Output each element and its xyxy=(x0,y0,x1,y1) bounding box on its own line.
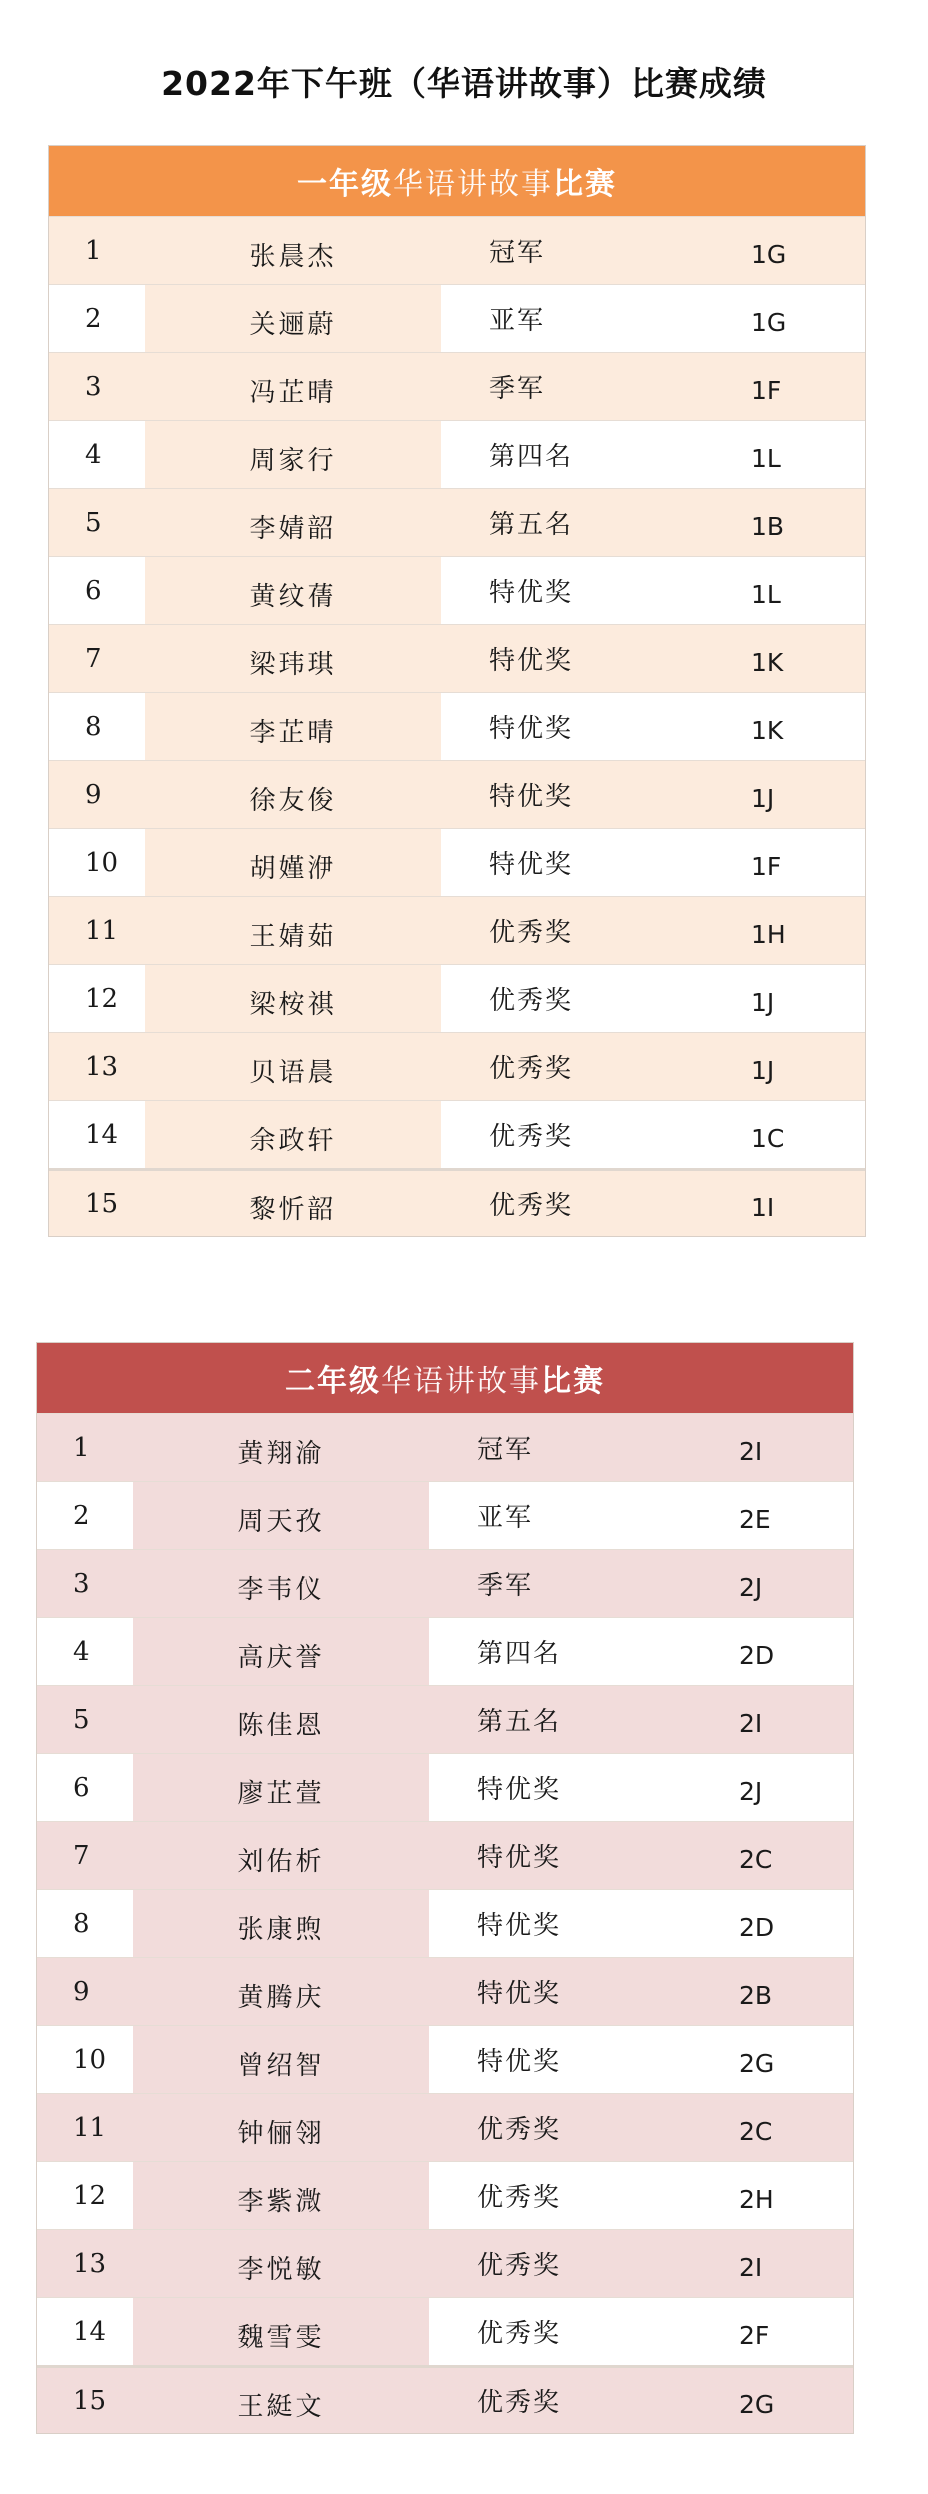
student-name: 余政轩 xyxy=(249,1126,337,1156)
name-cell xyxy=(133,1958,429,2025)
award-cell: 优秀奖 xyxy=(429,2298,673,2365)
student-name: 李悦敏 xyxy=(237,2255,325,2285)
rank-cell: 8 xyxy=(49,693,145,760)
name-cell xyxy=(133,1618,429,1685)
award-cell: 特优奖 xyxy=(441,557,685,624)
table-row xyxy=(49,624,865,692)
class-cell xyxy=(685,693,865,760)
class-code: 1G xyxy=(751,308,787,337)
award-cell: 亚军 xyxy=(429,1482,673,1549)
rank-cell: 5 xyxy=(49,489,145,556)
class-cell xyxy=(673,1958,853,2025)
class-cell xyxy=(685,557,865,624)
name-cell xyxy=(145,353,441,420)
student-name: 黄翔渝 xyxy=(237,1439,325,1469)
table-row xyxy=(37,1617,853,1685)
award-cell: 特优奖 xyxy=(429,2026,673,2093)
student-name: 李韦仪 xyxy=(237,1575,325,1605)
table-body xyxy=(37,1413,853,2433)
student-name: 冯芷晴 xyxy=(249,378,337,408)
student-name: 黎忻韶 xyxy=(249,1195,337,1225)
student-name: 李芷晴 xyxy=(249,718,337,748)
class-code: 1K xyxy=(751,716,784,745)
class-code: 1L xyxy=(751,444,781,473)
class-code: 1G xyxy=(751,240,787,269)
award-cell: 冠军 xyxy=(441,217,685,284)
class-cell xyxy=(673,1686,853,1753)
table-row xyxy=(37,1753,853,1821)
class-cell xyxy=(685,625,865,692)
grade-2-results-table xyxy=(36,1342,854,2434)
class-cell xyxy=(685,1101,865,1168)
class-cell xyxy=(673,1754,853,1821)
rank-cell: 12 xyxy=(37,2162,133,2229)
table-body xyxy=(49,216,865,1236)
class-code: 2E xyxy=(739,1505,771,1534)
student-name: 曾绍智 xyxy=(237,2051,325,2081)
award-cell: 亚军 xyxy=(441,285,685,352)
name-cell xyxy=(145,829,441,896)
student-name: 刘佑析 xyxy=(237,1847,325,1877)
table-row xyxy=(49,760,865,828)
table-row xyxy=(49,352,865,420)
name-cell xyxy=(145,1101,441,1168)
award-cell: 优秀奖 xyxy=(429,2230,673,2297)
student-name: 贝语晨 xyxy=(249,1058,337,1088)
table-row xyxy=(49,1168,865,1236)
student-name: 梁桉祺 xyxy=(249,990,337,1020)
award-cell: 优秀奖 xyxy=(441,897,685,964)
student-name: 魏雪雯 xyxy=(237,2323,325,2353)
table-row xyxy=(37,1549,853,1617)
class-cell xyxy=(685,829,865,896)
class-cell xyxy=(673,1822,853,1889)
student-name: 梁玮琪 xyxy=(249,650,337,680)
award-cell: 第四名 xyxy=(429,1618,673,1685)
class-cell xyxy=(673,2230,853,2297)
table-row xyxy=(37,2161,853,2229)
award-cell: 特优奖 xyxy=(441,625,685,692)
class-cell xyxy=(685,421,865,488)
rank-cell: 15 xyxy=(49,1171,145,1236)
header-event: 华语讲故事 xyxy=(393,167,553,202)
name-cell xyxy=(133,1890,429,1957)
award-cell: 季军 xyxy=(441,353,685,420)
class-cell xyxy=(673,2094,853,2161)
student-name: 钟俪翎 xyxy=(237,2119,325,2149)
class-cell xyxy=(685,1171,865,1236)
student-name: 黄纹蒨 xyxy=(249,582,337,612)
table-header xyxy=(49,146,865,216)
class-code: 1J xyxy=(751,784,775,813)
class-cell xyxy=(685,761,865,828)
award-cell: 特优奖 xyxy=(429,1890,673,1957)
class-cell xyxy=(673,1890,853,1957)
award-cell: 优秀奖 xyxy=(429,2094,673,2161)
table-row xyxy=(49,828,865,896)
rank-cell: 9 xyxy=(49,761,145,828)
rank-cell: 1 xyxy=(49,217,145,284)
table-row xyxy=(49,284,865,352)
class-cell xyxy=(685,217,865,284)
class-code: 2D xyxy=(739,1913,775,1942)
table-row xyxy=(37,2297,853,2365)
name-cell xyxy=(145,761,441,828)
page-title: 2022年下午班（华语讲故事）比赛成绩 xyxy=(161,64,767,103)
name-cell xyxy=(145,217,441,284)
rank-cell: 14 xyxy=(49,1101,145,1168)
header-grade: 一年级 xyxy=(297,167,393,202)
header-suffix: 比赛 xyxy=(553,167,617,202)
student-name: 张晨杰 xyxy=(249,242,337,272)
class-code: 2H xyxy=(739,2185,774,2214)
name-cell xyxy=(133,1686,429,1753)
table-row xyxy=(37,1821,853,1889)
student-name: 李婧韶 xyxy=(249,514,337,544)
table-row xyxy=(49,556,865,624)
name-cell xyxy=(145,693,441,760)
student-name: 廖芷萱 xyxy=(237,1779,325,1809)
class-cell xyxy=(685,285,865,352)
class-code: 2D xyxy=(739,1641,775,1670)
name-cell xyxy=(133,2094,429,2161)
name-cell xyxy=(133,2368,429,2433)
class-code: 1B xyxy=(751,512,785,541)
table-row xyxy=(37,2025,853,2093)
class-cell xyxy=(673,1618,853,1685)
name-cell xyxy=(145,625,441,692)
class-code: 2I xyxy=(739,2253,763,2282)
table-row xyxy=(37,1957,853,2025)
student-name: 徐友俊 xyxy=(249,786,337,816)
student-name: 周天孜 xyxy=(237,1507,325,1537)
rank-cell: 6 xyxy=(37,1754,133,1821)
student-name: 李紫溦 xyxy=(237,2187,325,2217)
student-name: 周家行 xyxy=(249,446,337,476)
table-row xyxy=(49,692,865,760)
student-name: 胡嫤洢 xyxy=(249,854,337,884)
rank-cell: 7 xyxy=(37,1822,133,1889)
table-row xyxy=(49,488,865,556)
class-cell xyxy=(685,965,865,1032)
name-cell xyxy=(145,557,441,624)
award-cell: 特优奖 xyxy=(441,829,685,896)
award-cell: 优秀奖 xyxy=(429,2162,673,2229)
class-code: 2C xyxy=(739,2117,773,2146)
name-cell xyxy=(145,1171,441,1236)
rank-cell: 4 xyxy=(37,1618,133,1685)
student-name: 高庆誉 xyxy=(237,1643,325,1673)
table-row xyxy=(49,896,865,964)
name-cell xyxy=(145,1033,441,1100)
name-cell xyxy=(133,1822,429,1889)
class-code: 2I xyxy=(739,1437,763,1466)
rank-cell: 5 xyxy=(37,1686,133,1753)
class-code: 1J xyxy=(751,1056,775,1085)
rank-cell: 7 xyxy=(49,625,145,692)
class-code: 2J xyxy=(739,1573,763,1602)
name-cell xyxy=(133,2230,429,2297)
header-grade: 二年级 xyxy=(285,1364,381,1399)
rank-cell: 10 xyxy=(37,2026,133,2093)
table-row xyxy=(49,1032,865,1100)
class-cell xyxy=(673,2368,853,2433)
class-code: 1C xyxy=(751,1124,785,1153)
student-name: 黄腾庆 xyxy=(237,1983,325,2013)
class-code: 2C xyxy=(739,1845,773,1874)
rank-cell: 13 xyxy=(49,1033,145,1100)
class-code: 1K xyxy=(751,648,784,677)
rank-cell: 8 xyxy=(37,1890,133,1957)
rank-cell: 3 xyxy=(37,1550,133,1617)
name-cell xyxy=(145,285,441,352)
table-header xyxy=(37,1343,853,1413)
student-name: 关逦蔚 xyxy=(249,310,337,340)
class-code: 1J xyxy=(751,988,775,1017)
class-cell xyxy=(685,489,865,556)
name-cell xyxy=(133,1482,429,1549)
award-cell: 第四名 xyxy=(441,421,685,488)
rank-cell: 14 xyxy=(37,2298,133,2365)
award-cell: 优秀奖 xyxy=(441,1171,685,1236)
grade-1-results-table xyxy=(48,145,866,1237)
class-cell xyxy=(673,2162,853,2229)
rank-cell: 15 xyxy=(37,2368,133,2433)
award-cell: 第五名 xyxy=(441,489,685,556)
class-code: 1L xyxy=(751,580,781,609)
class-cell xyxy=(685,897,865,964)
rank-cell: 4 xyxy=(49,421,145,488)
rank-cell: 13 xyxy=(37,2230,133,2297)
student-name: 王婧茹 xyxy=(249,922,337,952)
award-cell: 优秀奖 xyxy=(429,2368,673,2433)
header-suffix: 比赛 xyxy=(541,1364,605,1399)
award-cell: 优秀奖 xyxy=(441,1033,685,1100)
class-code: 2G xyxy=(739,2390,775,2419)
student-name: 张康煦 xyxy=(237,1915,325,1945)
name-cell xyxy=(145,489,441,556)
award-cell: 冠军 xyxy=(429,1414,673,1481)
rank-cell: 11 xyxy=(49,897,145,964)
student-name: 陈佳恩 xyxy=(237,1711,325,1741)
table-row xyxy=(37,1481,853,1549)
class-code: 2B xyxy=(739,1981,773,2010)
student-name: 王綎文 xyxy=(237,2392,325,2422)
class-code: 1F xyxy=(751,852,782,881)
class-code: 1H xyxy=(751,920,786,949)
name-cell xyxy=(133,2162,429,2229)
class-code: 2G xyxy=(739,2049,775,2078)
name-cell xyxy=(133,2298,429,2365)
table-row xyxy=(37,2229,853,2297)
class-code: 1I xyxy=(751,1193,775,1222)
class-cell xyxy=(673,1414,853,1481)
award-cell: 季军 xyxy=(429,1550,673,1617)
class-code: 2J xyxy=(739,1777,763,1806)
rank-cell: 3 xyxy=(49,353,145,420)
rank-cell: 6 xyxy=(49,557,145,624)
table-row xyxy=(37,1685,853,1753)
rank-cell: 1 xyxy=(37,1414,133,1481)
name-cell xyxy=(133,2026,429,2093)
table-row xyxy=(49,1100,865,1168)
award-cell: 特优奖 xyxy=(429,1754,673,1821)
table-row xyxy=(49,420,865,488)
class-cell xyxy=(673,2298,853,2365)
rank-cell: 2 xyxy=(49,285,145,352)
class-code: 2F xyxy=(739,2321,770,2350)
award-cell: 特优奖 xyxy=(429,1958,673,2025)
award-cell: 第五名 xyxy=(429,1686,673,1753)
rank-cell: 12 xyxy=(49,965,145,1032)
class-code: 2I xyxy=(739,1709,763,1738)
table-row xyxy=(37,1413,853,1481)
rank-cell: 2 xyxy=(37,1482,133,1549)
table-row xyxy=(49,964,865,1032)
name-cell xyxy=(133,1550,429,1617)
rank-cell: 11 xyxy=(37,2094,133,2161)
rank-cell: 9 xyxy=(37,1958,133,2025)
name-cell xyxy=(145,421,441,488)
award-cell: 特优奖 xyxy=(441,693,685,760)
award-cell: 优秀奖 xyxy=(441,965,685,1032)
class-cell xyxy=(673,1482,853,1549)
class-code: 1F xyxy=(751,376,782,405)
name-cell xyxy=(133,1754,429,1821)
name-cell xyxy=(145,897,441,964)
class-cell xyxy=(673,2026,853,2093)
name-cell xyxy=(133,1414,429,1481)
table-row xyxy=(37,2365,853,2433)
name-cell xyxy=(145,965,441,1032)
award-cell: 优秀奖 xyxy=(441,1101,685,1168)
table-row xyxy=(37,2093,853,2161)
class-cell xyxy=(685,1033,865,1100)
table-row xyxy=(37,1889,853,1957)
class-cell xyxy=(673,1550,853,1617)
award-cell: 特优奖 xyxy=(441,761,685,828)
table-row xyxy=(49,216,865,284)
award-cell: 特优奖 xyxy=(429,1822,673,1889)
class-cell xyxy=(685,353,865,420)
rank-cell: 10 xyxy=(49,829,145,896)
header-event: 华语讲故事 xyxy=(381,1364,541,1399)
